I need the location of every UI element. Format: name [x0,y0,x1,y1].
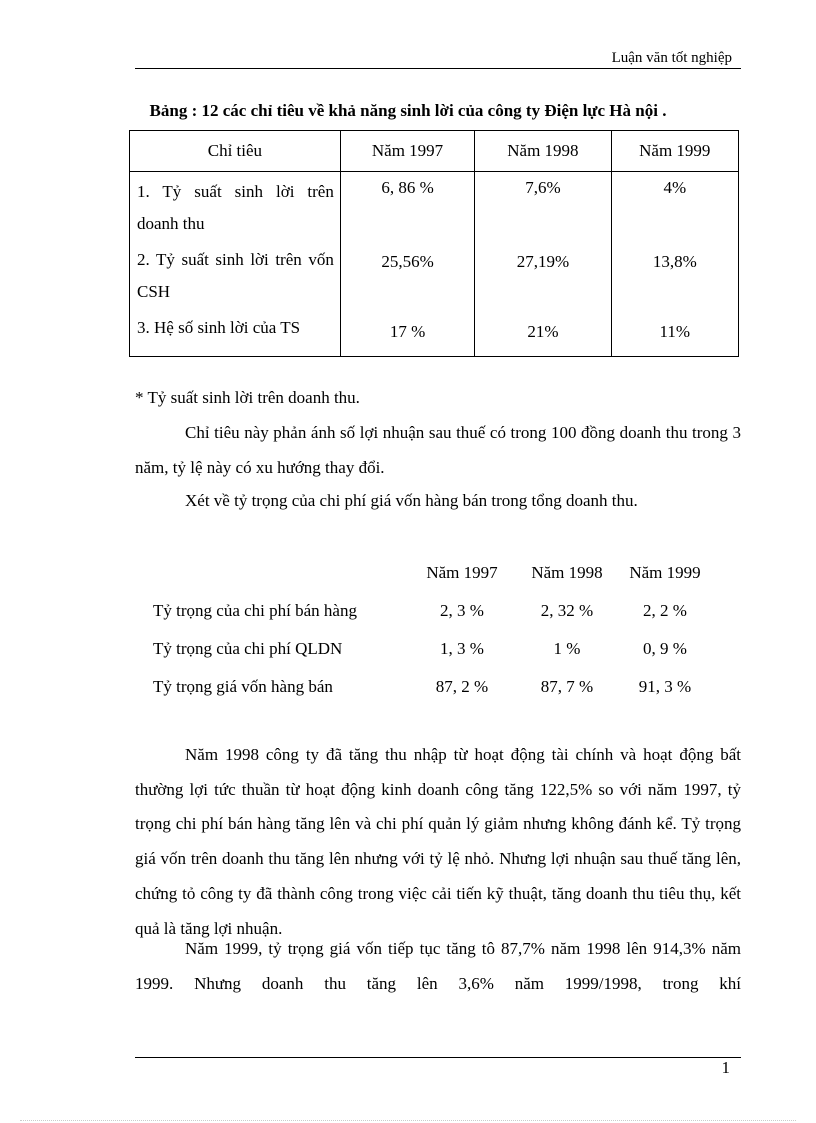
header-cell: Năm 1997 [340,131,474,172]
paragraph: Xét về tỷ trọng của chi phí giá vốn hàng bán trong tổng doanh thu. [185,491,638,510]
cell-value: 6, 86 % [340,172,474,241]
cell-value: 21% [475,308,611,357]
cell-value: 11% [611,308,738,357]
cell-value: 13,8% [611,240,738,308]
header-cell: Năm 1998 [475,131,611,172]
cell-value: 4% [611,172,738,241]
ratio-value: 2, 32 % [540,601,594,620]
header-rule [135,68,741,69]
ratio-row [146,592,709,630]
paragraph: Năm 1999, tỷ trọng giá vốn tiếp tục tăng tô 87,7% năm 1998 lên 914,3% năm 1999. Nhưng doanh thu tăng lên 3,6% năm 1999/1998, trong khí [135,939,741,993]
ratio-value: 1 % [553,639,581,658]
cell-value: 7,6% [475,172,611,241]
table-row [130,172,739,241]
ratio-label: Tỷ trọng của chi phí QLDN [153,639,343,658]
row-label: 1. Tỷ suất sinh lời trên doanh thu [130,172,341,241]
ratio-label: Tỷ trọng giá vốn hàng bán [153,677,333,696]
table-header-row [130,131,739,172]
page-header-title: Luận văn tốt nghiệp [611,50,732,66]
ratio-value: 2, 3 % [440,601,484,620]
page-number: 1 [721,1058,730,1077]
paragraph: Năm 1998 công ty đã tăng thu nhập từ hoạt động tài chính và hoạt động bất thường lợi tức thuần từ hoạt động kinh doanh công tăng 122,5% so với năm 1997, tỷ trọng chi phí bán hàng tăng lên và chi phí quản lý giảm nhưng không đánh kể. Tỷ trọng giá vốn trên doanh thu tăng lên nhưng với tỷ lệ nhỏ. Nhưng lợi nhuận sau thuế tăng lên, chứng tỏ công ty đã thành công trong việc cải tiến kỹ thuật, tăng doanh thu tiêu thụ, kết quả là tăng lợi nhuận. [135,745,741,938]
ratio-value: 87, 7 % [540,677,594,696]
table-row [130,240,739,308]
ratio-label: Tỷ trọng của chi phí bán hàng [153,601,357,620]
row-label: 3. Hệ số sinh lời của TS [130,308,341,357]
ratio-value: 2, 2 % [643,601,687,620]
cell-value: 17 % [340,308,474,357]
ratio-value: 1, 3 % [440,639,484,658]
row-label: 2. Tỷ suất sinh lời trên vốn CSH [130,240,341,308]
paragraph: Chỉ tiêu này phản ánh số lợi nhuận sau thuế có trong 100 đồng doanh thu trong 3 năm, tỷ lệ này có xu hướng thay đổi. [135,423,741,477]
ratio-value: 91, 3 % [638,677,692,696]
table-title: Bảng : 12 các chỉ tiêu về khả năng sinh lời của công ty Điện lực Hà nội . [149,101,667,120]
year-header: Năm 1997 [426,563,498,582]
page-edge [20,1120,796,1121]
year-header: Năm 1998 [531,563,603,582]
ratio-row [146,630,709,668]
ratio-row [146,668,709,706]
ratio-header-row [146,554,709,592]
cell-value: 27,19% [475,240,611,308]
cost-ratio-table [146,554,709,706]
ratio-value: 87, 2 % [435,677,489,696]
table-row [130,308,739,357]
footer-rule [135,1057,741,1058]
section-heading: * Tỷ suất sinh lời trên doanh thu. [135,388,360,407]
header-cell: Chỉ tiêu [130,131,341,172]
year-header: Năm 1999 [629,563,701,582]
header-cell: Năm 1999 [611,131,738,172]
profitability-table [129,130,739,357]
cell-value: 25,56% [340,240,474,308]
ratio-value: 0, 9 % [643,639,687,658]
